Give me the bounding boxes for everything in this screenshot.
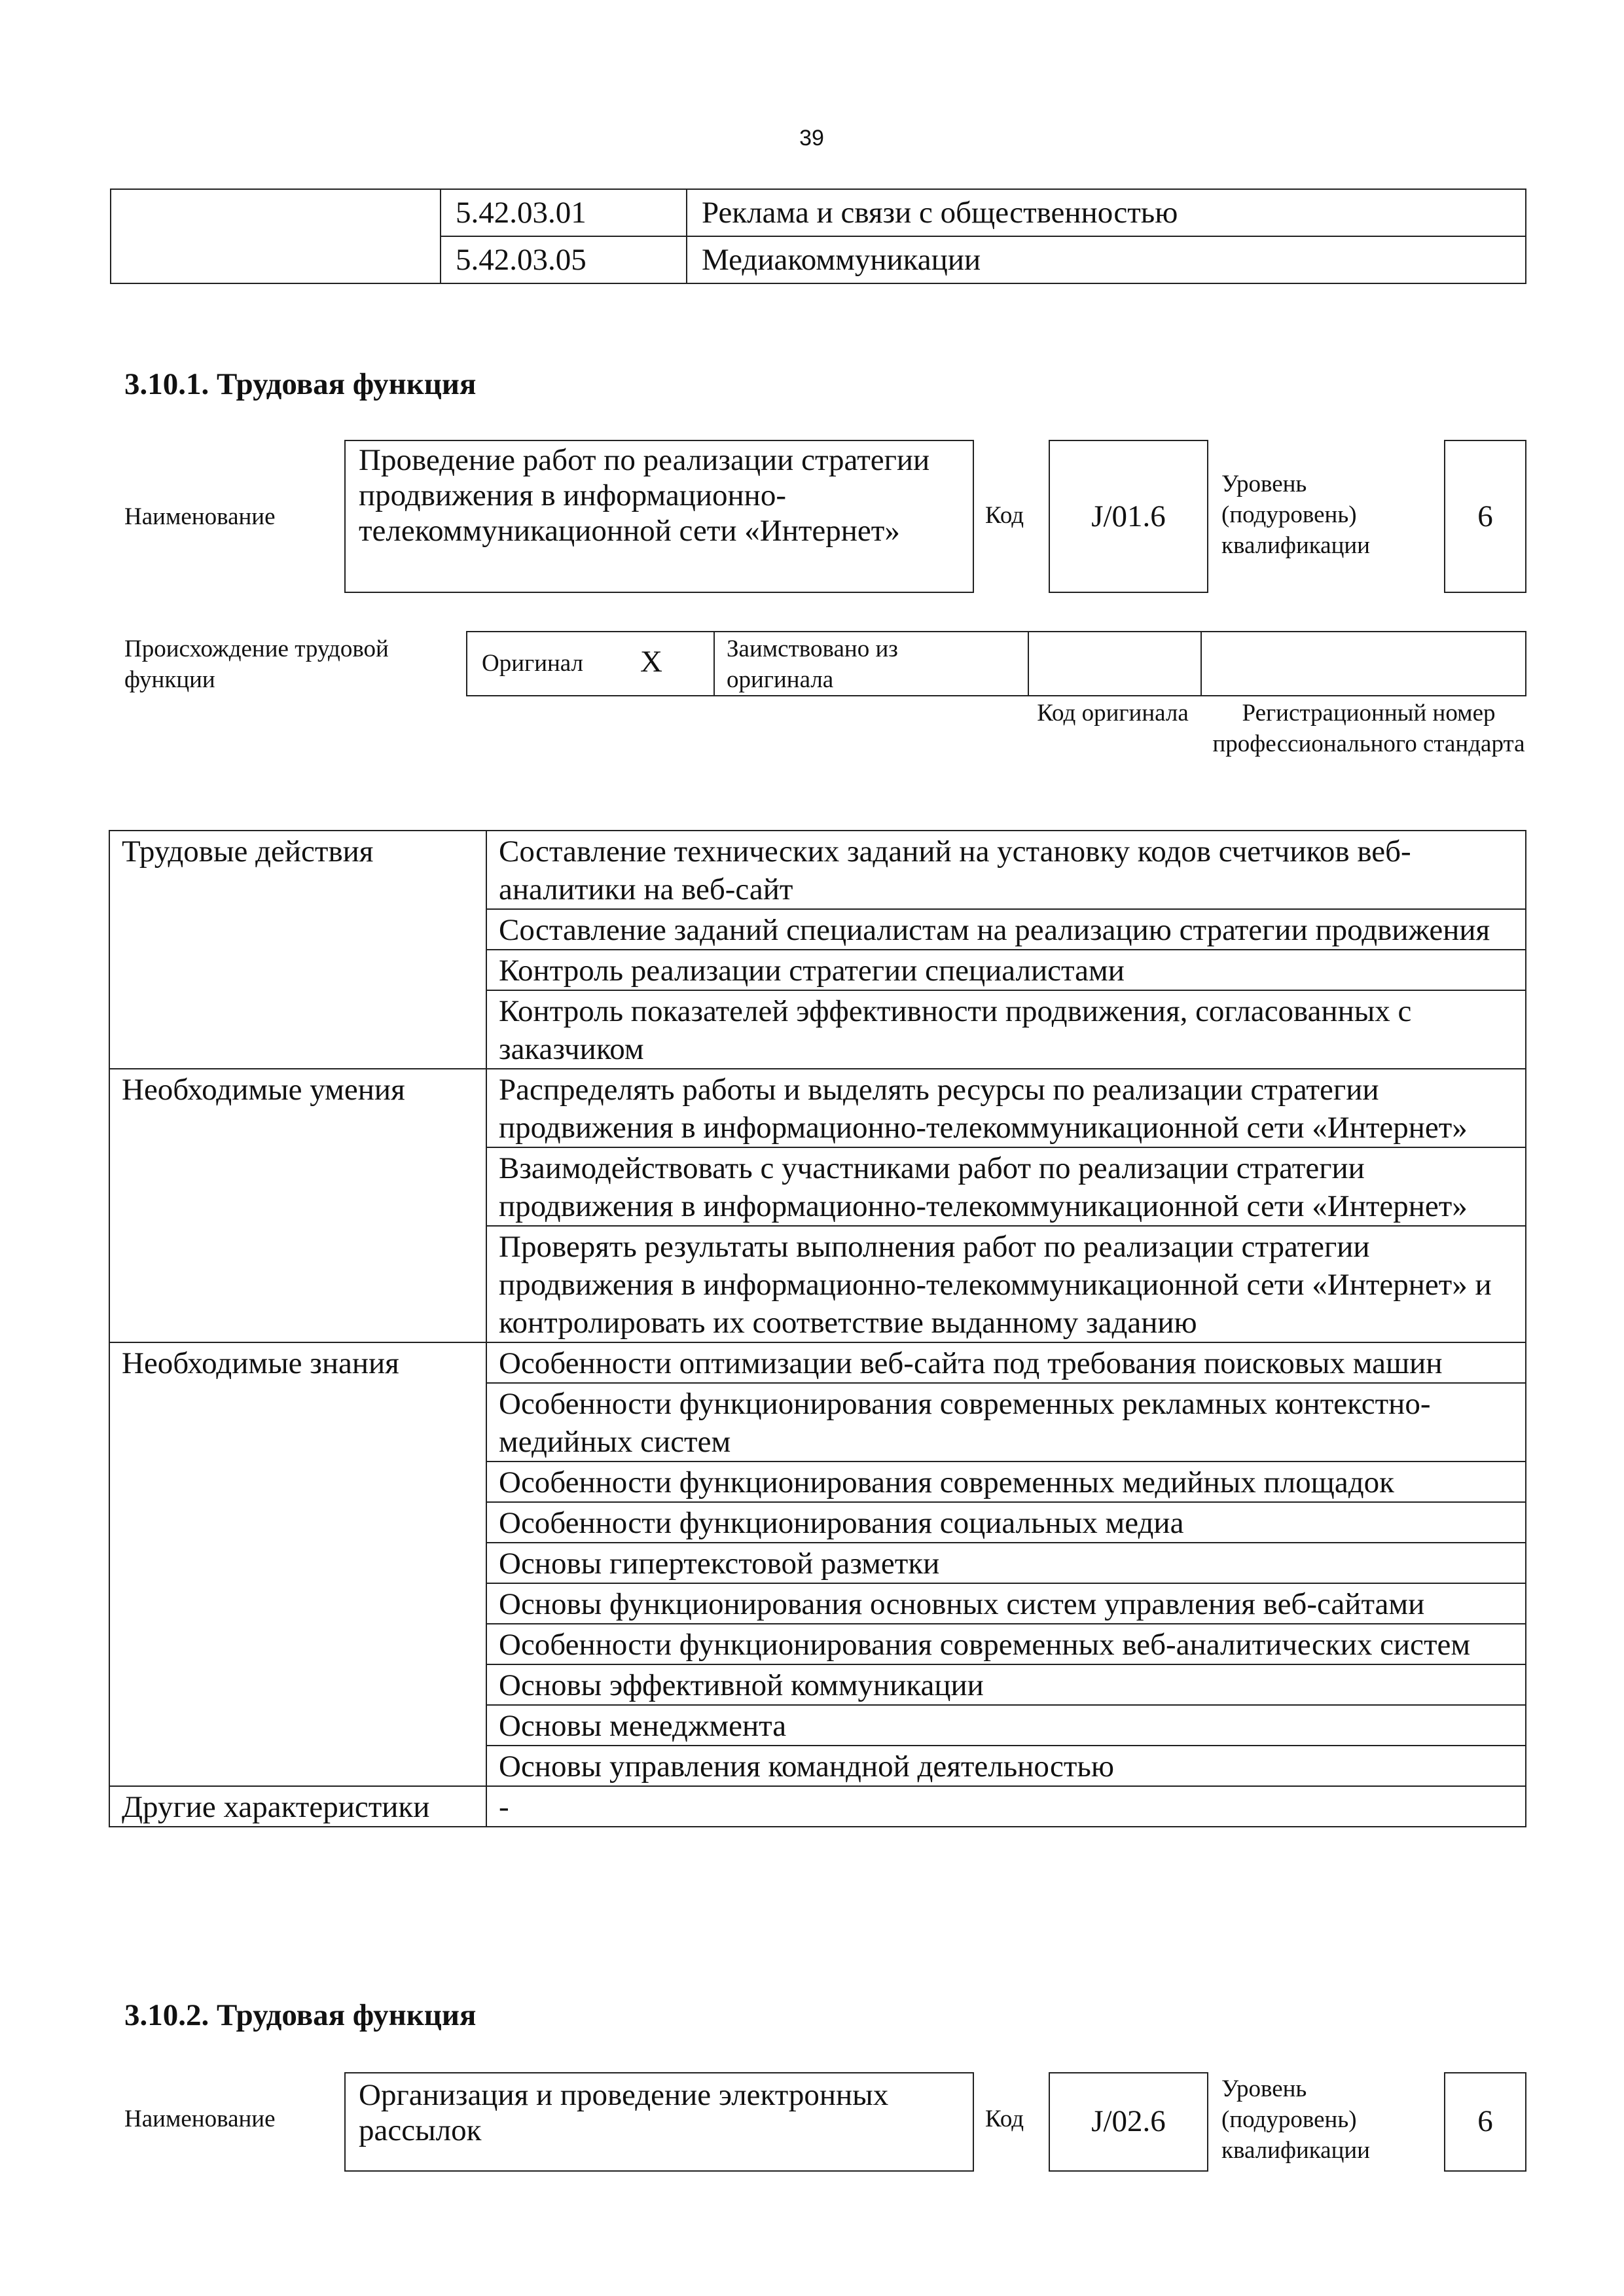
registration-number-caption: Регистрационный номер профессионального стандарта (1212, 700, 1525, 757)
list-item: Особенности оптимизации веб-сайта под требования поисковых машин (486, 1342, 1526, 1383)
qualification-level-box: 6 (1444, 2072, 1526, 2172)
divider (1200, 632, 1202, 695)
knowledge-label: Необходимые знания (109, 1342, 486, 1786)
origin-label: Происхождение трудовой функции (124, 636, 389, 693)
list-item: Взаимодействовать с участниками работ по реализации стратегии продвижения в информационно-телекоммуникационной сети «Интернет» (486, 1147, 1526, 1226)
table-row (109, 1786, 1526, 1827)
section-heading-3-10-2: 3.10.2. Трудовая функция (124, 1998, 477, 2032)
labor-actions-label: Трудовые действия (109, 831, 486, 1069)
origin-box (466, 631, 1526, 696)
name-label: Наименование (124, 2106, 276, 2132)
list-item: Составление технических заданий на установку кодов счетчиков веб-аналитики на веб-сайт (486, 831, 1526, 909)
list-item: Основы эффективной коммуникации (486, 1664, 1526, 1705)
list-item: Основы менеджмента (486, 1705, 1526, 1746)
list-item: Основы управления командной деятельностью (486, 1746, 1526, 1786)
specialty-name: Медиакоммуникации (687, 236, 1526, 283)
function-name-box: Организация и проведение электронных рассылок (344, 2072, 974, 2172)
function-code-box: J/02.6 (1049, 2072, 1208, 2172)
specialty-table (110, 188, 1526, 284)
list-item: Особенности функционирования современных медийных площадок (486, 1462, 1526, 1502)
section-heading-3-10-1: 3.10.1. Трудовая функция (124, 367, 477, 401)
skills-label: Необходимые умения (109, 1069, 486, 1342)
table-row (109, 831, 1526, 909)
table-row (109, 1069, 1526, 1147)
borrowed-label: Заимствовано из оригинала (727, 636, 898, 693)
list-item: Особенности функционирования современных веб-аналитических систем (486, 1624, 1526, 1664)
table-row (109, 1342, 1526, 1383)
qualification-level-label: Уровень (подуровень) квалификации (1221, 471, 1370, 559)
specialty-name: Реклама и связи с общественностью (687, 189, 1526, 236)
code-label: Код (985, 502, 1024, 529)
list-item: Особенности функционирования современных рекламных контекстно-медийных систем (486, 1383, 1526, 1462)
function-code-box: J/01.6 (1049, 440, 1208, 593)
original-label: Оригинал (482, 650, 584, 677)
table-row (111, 189, 1526, 236)
divider (1028, 632, 1029, 695)
qualification-level-label: Уровень (подуровень) квалификации (1221, 2075, 1370, 2164)
divider (713, 632, 715, 695)
labor-function-table (109, 830, 1526, 1827)
qualification-level-box: 6 (1444, 440, 1526, 593)
specialty-code: 5.42.03.01 (441, 189, 687, 236)
list-item: Распределять работы и выделять ресурсы по реализации стратегии продвижения в информационно-телекоммуникационной сети «Интернет» (486, 1069, 1526, 1147)
code-original-caption: Код оригинала (1037, 700, 1189, 726)
function-name-box: Проведение работ по реализации стратегии продвижения в информационно-телекоммуникационной сети «Интернет» (344, 440, 974, 593)
list-item: Составление заданий специалистам на реализацию стратегии продвижения (486, 909, 1526, 950)
list-item: Контроль показателей эффективности продвижения, согласованных с заказчиком (486, 990, 1526, 1069)
empty-cell (111, 189, 441, 283)
page-number: 39 (799, 126, 824, 151)
other-characteristics-value: - (486, 1786, 1526, 1827)
list-item: Основы гипертекстовой разметки (486, 1543, 1526, 1583)
other-characteristics-label: Другие характеристики (109, 1786, 486, 1827)
list-item: Контроль реализации стратегии специалистами (486, 950, 1526, 990)
specialty-code: 5.42.03.05 (441, 236, 687, 283)
list-item: Особенности функционирования социальных медиа (486, 1502, 1526, 1543)
list-item: Основы функционирования основных систем управления веб-сайтами (486, 1583, 1526, 1624)
original-mark: X (640, 645, 662, 679)
name-label: Наименование (124, 503, 276, 530)
code-label: Код (985, 2106, 1024, 2132)
list-item: Проверять результаты выполнения работ по реализации стратегии продвижения в информационно-телекоммуникационной сети «Интернет» и контролировать их соответствие выданному заданию (486, 1226, 1526, 1342)
